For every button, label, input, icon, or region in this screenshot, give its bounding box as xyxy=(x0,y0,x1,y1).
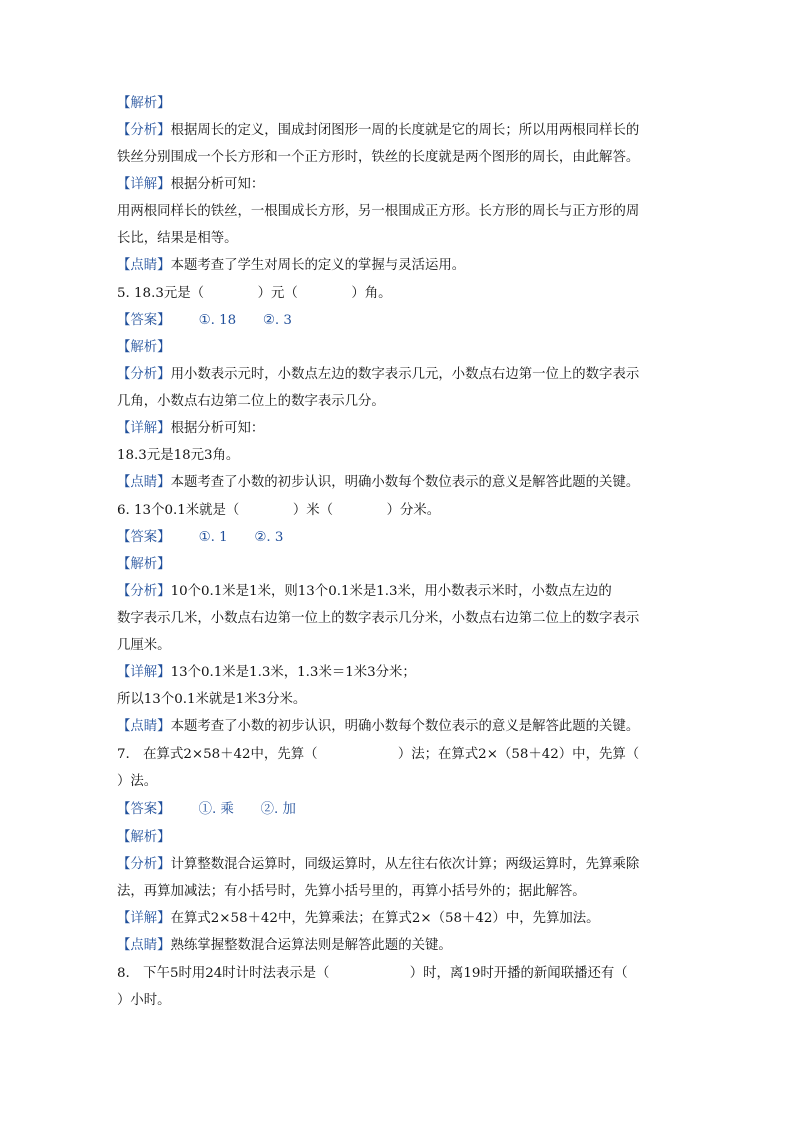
comment-paragraph: 【点睛】熟练掌握整数混合运算法则是解答此题的关键。 xyxy=(117,938,452,953)
analysis-paragraph: 【分析】根据周长的定义，围成封闭图形一周的长度就是它的周长；所以用两根同样长的 xyxy=(117,123,640,138)
solution-paragraph: 【详解】在算式2×58＋42中，先算乘法；在算式2×（58＋42）中，先算加法。 xyxy=(117,911,600,926)
solution-line: 用两根同样长的铁丝，一根围成长方形，另一根围成正方形。长方形的周长与正方形的周 xyxy=(117,204,640,219)
question-7: 7. 在算式2×58＋42中，先算（ ）法；在算式2×（58＋42）中，先算（ xyxy=(117,747,640,762)
analysis-paragraph-line: 几角，小数点右边第二位上的数字表示几分。 xyxy=(117,394,385,409)
solution-paragraph: 【详解】根据分析可知： xyxy=(117,421,265,436)
comment-paragraph: 【点睛】本题考查了小数的初步认识，明确小数每个数位表示的意义是解答此题的关键。 xyxy=(117,719,640,734)
answer-7: 【答案】 ①. 乘 ②. 加 xyxy=(117,802,296,817)
solution-line: 长比，结果是相等。 xyxy=(117,231,238,246)
analysis-heading: 【解析】 xyxy=(117,557,171,572)
analysis-heading: 【解析】 xyxy=(117,830,171,845)
question-6: 6. 13个0.1米就是（ ）米（ ）分米。 xyxy=(117,503,441,518)
analysis-paragraph-line: 几厘米。 xyxy=(117,638,171,653)
analysis-heading: 【解析】 xyxy=(117,340,171,355)
analysis-paragraph: 【分析】用小数表示元时，小数点左边的数字表示几元，小数点右边第一位上的数字表示 xyxy=(117,367,640,382)
analysis-paragraph-line: 法，再算加减法；有小括号时，先算小括号里的，再算小括号外的；据此解答。 xyxy=(117,884,586,899)
solution-line: 所以13个0.1米就是1米3分米。 xyxy=(117,692,307,707)
answer-6: 【答案】 ①. 1 ②. 3 xyxy=(117,530,284,545)
question-7-line: ）法。 xyxy=(117,774,158,789)
question-5: 5. 18.3元是（ ）元（ ）角。 xyxy=(117,286,392,301)
solution-paragraph: 【详解】根据分析可知： xyxy=(117,177,265,192)
analysis-heading: 【解析】 xyxy=(117,96,171,111)
comment-paragraph: 【点睛】本题考查了小数的初步认识，明确小数每个数位表示的意义是解答此题的关键。 xyxy=(117,475,640,490)
question-8-line: ）小时。 xyxy=(117,993,171,1008)
solution-line: 18.3元是18元3角。 xyxy=(117,448,240,463)
solution-paragraph: 【详解】13个0.1米是1.3米，1.3米＝1米3分米； xyxy=(117,665,416,680)
comment-paragraph: 【点睛】本题考查了学生对周长的定义的掌握与灵活运用。 xyxy=(117,258,466,273)
answer-5: 【答案】 ①. 18 ②. 3 xyxy=(117,313,292,328)
analysis-paragraph: 【分析】10个0.1米是1米，则13个0.1米是1.3米，用小数表示米时，小数点左边的 xyxy=(117,584,612,599)
analysis-paragraph-line: 铁丝分别围成一个长方形和一个正方形时，铁丝的长度就是两个图形的周长，由此解答。 xyxy=(117,150,640,165)
analysis-paragraph-line: 数字表示几米，小数点右边第一位上的数字表示几分米，小数点右边第二位上的数字表示 xyxy=(117,611,640,626)
analysis-paragraph: 【分析】计算整数混合运算时，同级运算时，从左往右依次计算；两级运算时，先算乘除 xyxy=(117,857,640,872)
question-8: 8. 下午5时用24时计时法表示是（ ）时，离19时开播的新闻联播还有（ xyxy=(117,966,628,981)
